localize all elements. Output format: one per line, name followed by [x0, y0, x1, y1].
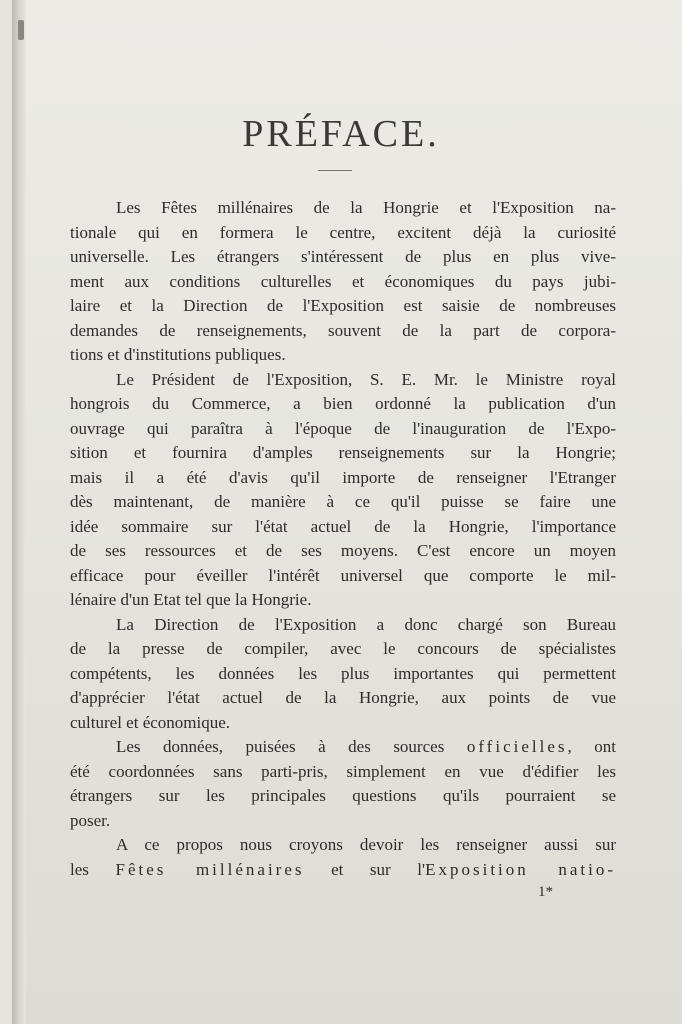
text-line: laire et la Direction de l'Exposition est saisie de nombreuses — [70, 296, 616, 315]
binding-mark — [18, 20, 24, 40]
spaced-emphasis: Exposition natio- — [425, 859, 617, 879]
text-line: poser. — [70, 810, 111, 830]
page-number: 1* — [538, 884, 553, 900]
text-line: hongrois du Commerce, a bien ordonné la publication d'un — [70, 394, 616, 413]
text-line: La Direction de l'Exposition a donc chargé son Bureau — [116, 614, 616, 634]
paragraph-1 — [70, 196, 616, 368]
text-line: d'apprécier l'état actuel de la Hongrie, aux points de vue — [70, 688, 616, 707]
text-line: ouvrage qui paraîtra à l'époque de l'inauguration de l'Expo- — [70, 418, 616, 438]
text-line: idée sommaire sur l'état actuel de la Hongrie, l'importance — [70, 516, 616, 536]
text-line: de la presse de compiler, avec le concours de spécialistes — [70, 639, 616, 658]
page-title: PRÉFACE. — [242, 113, 440, 155]
text-line: mais il a été d'avis qu'il importe de renseigner l'Etranger — [70, 467, 616, 487]
text-line: tions et d'institutions publiques. — [70, 345, 286, 364]
text-line: de ses ressources et de ses moyens. C'est encore un moyen — [70, 541, 616, 560]
text-line — [70, 735, 616, 760]
text-line: universelle. Les étrangers s'intéressent de plus en plus vive- — [70, 247, 616, 266]
preface-text — [70, 196, 616, 882]
text-line: demandes de renseignements, souvent de la part de corpora- — [70, 320, 616, 340]
paragraph-5 — [70, 833, 616, 882]
text-line: A ce propos nous croyons devoir les renseigner aussi sur — [116, 835, 616, 854]
text-line: Les Fêtes millénaires de la Hongrie et l'Exposition na- — [116, 198, 616, 217]
spaced-emphasis: officielles — [466, 737, 568, 756]
paragraph-3 — [70, 613, 616, 736]
paragraph-4 — [70, 735, 616, 833]
text-line — [70, 858, 616, 883]
text-fragment: et sur l' — [331, 859, 426, 879]
text-line: sition et fournira d'amples renseignements sur la Hongrie; — [70, 443, 616, 462]
text-line: été coordonnées sans parti-pris, simplement en vue d'édifier les — [70, 761, 616, 781]
spaced-emphasis: Fêtes millénaires — [115, 859, 305, 879]
title-rule — [318, 170, 352, 171]
text-line: dès maintenant, de manière à ce qu'il puisse se faire une — [70, 492, 616, 511]
text-line: ment aux conditions culturelles et économiques du pays jubi- — [70, 271, 616, 291]
text-line: Le Président de l'Exposition, S. E. Mr. le Ministre royal — [116, 369, 616, 389]
text-fragment: , ont — [567, 737, 616, 756]
text-line: compétents, les données les plus importantes qui permettent — [70, 663, 616, 683]
text-line: étrangers sur les principales questions qu'ils pourraient se — [70, 786, 616, 805]
text-fragment: les — [70, 859, 89, 879]
paragraph-2 — [70, 368, 616, 613]
text-fragment: Les données, puisées à des sources — [116, 737, 445, 756]
text-line: lénaire d'un Etat tel que la Hongrie. — [70, 590, 312, 609]
text-line: culturel et économique. — [70, 712, 231, 732]
text-line: efficace pour éveiller l'intérêt universel que comporte le mil- — [70, 565, 616, 585]
text-line: tionale qui en formera le centre, excitent déjà la curiosité — [70, 222, 616, 242]
